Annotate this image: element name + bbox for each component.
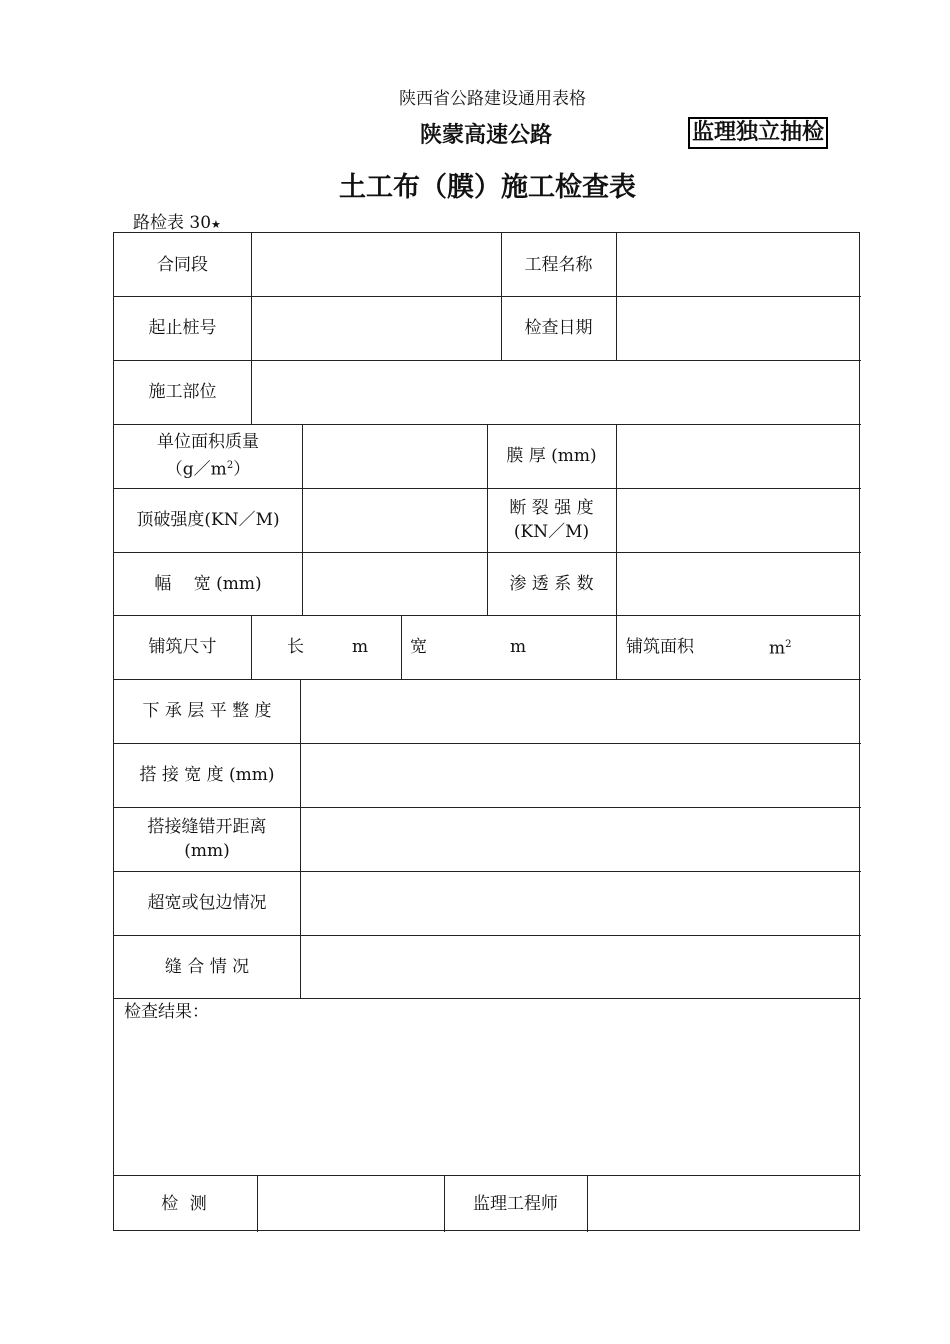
- inspection-table: [113, 232, 860, 1231]
- project-name-label: 工程名称: [524, 254, 593, 275]
- break-strength-field[interactable]: [616, 488, 861, 552]
- form-number-text: 路检表 30: [133, 213, 212, 233]
- paving-area-unit: [769, 633, 792, 661]
- paving-width-unit: m: [510, 637, 527, 657]
- form-number: [133, 208, 221, 233]
- project-name-field[interactable]: [616, 233, 861, 296]
- length-field[interactable]: [251, 615, 401, 679]
- inspection-date-label: 检查日期: [524, 318, 593, 338]
- paving-size-label: 铺筑尺寸: [148, 637, 217, 657]
- paving-width-field[interactable]: [401, 615, 616, 679]
- permeability-label: 渗 透 系 数: [509, 573, 594, 594]
- sewing-label: 缝 合 情 况: [164, 956, 250, 977]
- mass-per-area-unit-text: （g／m: [165, 459, 227, 480]
- seam-offset-label-line1: 搭接缝错开距离: [147, 817, 267, 837]
- station-label: 起止桩号: [148, 318, 217, 338]
- base-flatness-field[interactable]: [300, 679, 861, 743]
- thickness-label: 膜 厚 (mm): [506, 446, 597, 466]
- break-strength-unit: (KN／M): [513, 522, 590, 542]
- position-field[interactable]: [251, 360, 861, 424]
- length-unit: m: [352, 637, 369, 657]
- edge-condition-field[interactable]: [300, 871, 861, 935]
- edge-condition-label: 超宽或包边情况: [147, 893, 267, 913]
- inspector-field[interactable]: [257, 1175, 444, 1232]
- inspection-date-field[interactable]: [616, 296, 861, 360]
- mass-per-area-field[interactable]: [302, 424, 487, 488]
- inspector-label: 检 测: [161, 1193, 210, 1214]
- paving-area-field[interactable]: [616, 615, 861, 679]
- mass-per-area-label-line1: 单位面积质量: [157, 432, 259, 453]
- burst-strength-label: 顶破强度(KN／M): [136, 510, 280, 530]
- width-field[interactable]: [302, 552, 487, 615]
- supervisor-field[interactable]: [587, 1175, 861, 1232]
- result-label: 检查结果：: [124, 1002, 209, 1022]
- overlap-width-field[interactable]: [300, 743, 861, 807]
- result-field[interactable]: [114, 1028, 861, 1175]
- paving-width-label: 宽: [410, 637, 427, 657]
- mass-per-area-unit-end: ）: [233, 459, 251, 480]
- seam-offset-unit: (mm): [184, 841, 230, 861]
- sewing-field[interactable]: [300, 935, 861, 998]
- base-flatness-label: 下 承 层 平 整 度: [142, 701, 272, 721]
- thickness-field[interactable]: [616, 424, 861, 488]
- position-label: 施工部位: [148, 382, 217, 402]
- contract-label: 合同段: [157, 254, 208, 275]
- paving-area-unit-sup: 2: [785, 639, 792, 651]
- inspection-stamp: 监理独立抽检: [688, 117, 828, 149]
- paving-area-label: 铺筑面积: [626, 637, 694, 657]
- seam-offset-label: [114, 807, 300, 871]
- permeability-field[interactable]: [616, 552, 861, 615]
- page-title: 土工布（膜）施工检查表: [339, 172, 636, 203]
- form-series-header: 陕西省公路建设通用表格: [399, 89, 586, 109]
- mass-per-area-unit-sup: 2: [226, 460, 234, 472]
- break-strength-label: [487, 488, 616, 552]
- break-strength-label-line1: 断 裂 强 度: [509, 498, 594, 518]
- mass-per-area-label: [114, 424, 302, 488]
- supervisor-label: 监理工程师: [473, 1193, 558, 1214]
- road-name: 陕蒙高速公路: [420, 123, 553, 148]
- paving-area-unit-text: m: [769, 638, 786, 659]
- contract-field[interactable]: [251, 233, 501, 296]
- seam-offset-field[interactable]: [300, 807, 861, 871]
- station-field[interactable]: [251, 296, 501, 360]
- star-icon: ★: [211, 218, 221, 231]
- overlap-width-label: 搭 接 宽 度 (mm): [139, 765, 275, 785]
- burst-strength-field[interactable]: [302, 488, 487, 552]
- mass-per-area-unit: [166, 454, 250, 482]
- length-label: 长: [287, 637, 304, 657]
- width-label: 幅 宽 (mm): [154, 573, 262, 594]
